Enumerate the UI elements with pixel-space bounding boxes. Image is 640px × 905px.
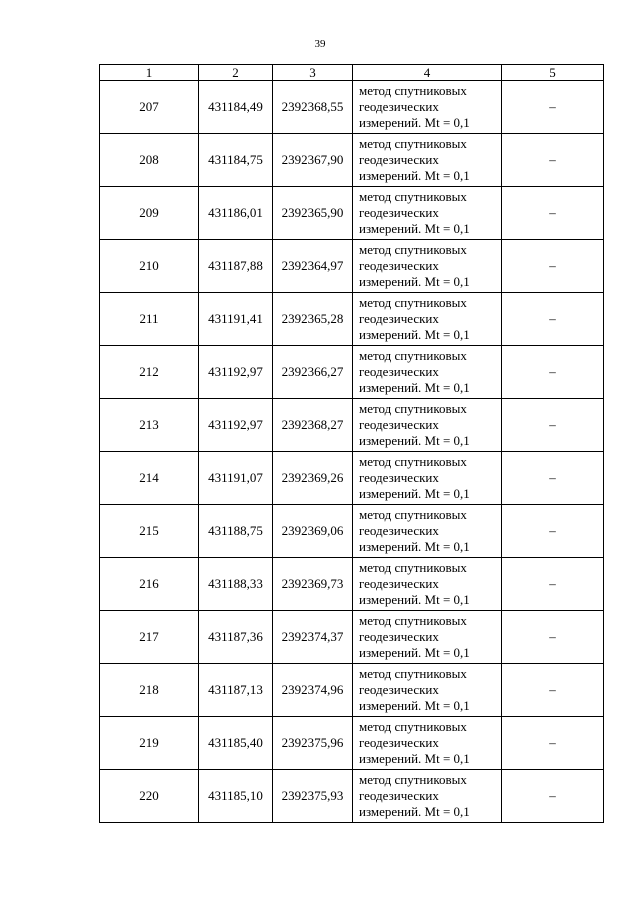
note-cell: – bbox=[502, 717, 604, 770]
x-coordinate-cell: 431188,75 bbox=[199, 505, 273, 558]
method-cell: метод спутниковых геодезических измерений. Mt = 0,1 bbox=[353, 399, 502, 452]
point-number-cell: 207 bbox=[100, 81, 199, 134]
point-number-cell: 213 bbox=[100, 399, 199, 452]
y-coordinate-cell: 2392364,97 bbox=[273, 240, 353, 293]
method-cell: метод спутниковых геодезических измерений. Mt = 0,1 bbox=[353, 346, 502, 399]
point-number-cell: 208 bbox=[100, 134, 199, 187]
table-row bbox=[100, 81, 604, 134]
method-cell: метод спутниковых геодезических измерений. Mt = 0,1 bbox=[353, 717, 502, 770]
x-coordinate-cell: 431184,75 bbox=[199, 134, 273, 187]
point-number-cell: 216 bbox=[100, 558, 199, 611]
table-row bbox=[100, 770, 604, 823]
table-header bbox=[100, 65, 604, 81]
note-cell: – bbox=[502, 558, 604, 611]
table-row bbox=[100, 558, 604, 611]
y-coordinate-cell: 2392365,90 bbox=[273, 187, 353, 240]
coordinates-table bbox=[99, 64, 604, 823]
note-cell: – bbox=[502, 399, 604, 452]
method-cell: метод спутниковых геодезических измерений. Mt = 0,1 bbox=[353, 240, 502, 293]
method-cell: метод спутниковых геодезических измерений. Mt = 0,1 bbox=[353, 293, 502, 346]
method-cell: метод спутниковых геодезических измерений. Mt = 0,1 bbox=[353, 452, 502, 505]
table-row bbox=[100, 240, 604, 293]
x-coordinate-cell: 431185,10 bbox=[199, 770, 273, 823]
x-coordinate-cell: 431192,97 bbox=[199, 346, 273, 399]
page-number: 39 bbox=[314, 38, 326, 50]
point-number-cell: 219 bbox=[100, 717, 199, 770]
method-cell: метод спутниковых геодезических измерений. Mt = 0,1 bbox=[353, 134, 502, 187]
method-cell: метод спутниковых геодезических измерений. Mt = 0,1 bbox=[353, 558, 502, 611]
table-row bbox=[100, 611, 604, 664]
x-coordinate-cell: 431192,97 bbox=[199, 399, 273, 452]
y-coordinate-cell: 2392368,55 bbox=[273, 81, 353, 134]
header-col-1: 1 bbox=[100, 65, 199, 81]
method-cell: метод спутниковых геодезических измерений. Mt = 0,1 bbox=[353, 664, 502, 717]
y-coordinate-cell: 2392374,96 bbox=[273, 664, 353, 717]
point-number-cell: 212 bbox=[100, 346, 199, 399]
y-coordinate-cell: 2392369,06 bbox=[273, 505, 353, 558]
point-number-cell: 214 bbox=[100, 452, 199, 505]
note-cell: – bbox=[502, 81, 604, 134]
note-cell: – bbox=[502, 293, 604, 346]
note-cell: – bbox=[502, 452, 604, 505]
point-number-cell: 218 bbox=[100, 664, 199, 717]
point-number-cell: 217 bbox=[100, 611, 199, 664]
x-coordinate-cell: 431191,41 bbox=[199, 293, 273, 346]
y-coordinate-cell: 2392374,37 bbox=[273, 611, 353, 664]
x-coordinate-cell: 431187,13 bbox=[199, 664, 273, 717]
method-cell: метод спутниковых геодезических измерений. Mt = 0,1 bbox=[353, 611, 502, 664]
header-col-4: 4 bbox=[353, 65, 502, 81]
y-coordinate-cell: 2392366,27 bbox=[273, 346, 353, 399]
y-coordinate-cell: 2392368,27 bbox=[273, 399, 353, 452]
y-coordinate-cell: 2392375,93 bbox=[273, 770, 353, 823]
table-body bbox=[100, 81, 604, 823]
y-coordinate-cell: 2392375,96 bbox=[273, 717, 353, 770]
point-number-cell: 220 bbox=[100, 770, 199, 823]
table-row bbox=[100, 346, 604, 399]
x-coordinate-cell: 431187,88 bbox=[199, 240, 273, 293]
table-row bbox=[100, 664, 604, 717]
header-row bbox=[100, 65, 604, 81]
method-cell: метод спутниковых геодезических измерений. Mt = 0,1 bbox=[353, 81, 502, 134]
table-row bbox=[100, 452, 604, 505]
note-cell: – bbox=[502, 240, 604, 293]
note-cell: – bbox=[502, 134, 604, 187]
y-coordinate-cell: 2392369,73 bbox=[273, 558, 353, 611]
note-cell: – bbox=[502, 611, 604, 664]
method-cell: метод спутниковых геодезических измерений. Mt = 0,1 bbox=[353, 187, 502, 240]
y-coordinate-cell: 2392365,28 bbox=[273, 293, 353, 346]
note-cell: – bbox=[502, 770, 604, 823]
note-cell: – bbox=[502, 346, 604, 399]
table-row bbox=[100, 399, 604, 452]
note-cell: – bbox=[502, 664, 604, 717]
note-cell: – bbox=[502, 505, 604, 558]
x-coordinate-cell: 431187,36 bbox=[199, 611, 273, 664]
point-number-cell: 209 bbox=[100, 187, 199, 240]
table-row bbox=[100, 187, 604, 240]
table-row bbox=[100, 293, 604, 346]
point-number-cell: 210 bbox=[100, 240, 199, 293]
x-coordinate-cell: 431184,49 bbox=[199, 81, 273, 134]
y-coordinate-cell: 2392367,90 bbox=[273, 134, 353, 187]
header-col-2: 2 bbox=[199, 65, 273, 81]
table-row bbox=[100, 134, 604, 187]
point-number-cell: 215 bbox=[100, 505, 199, 558]
table-row bbox=[100, 505, 604, 558]
method-cell: метод спутниковых геодезических измерений. Mt = 0,1 bbox=[353, 770, 502, 823]
header-col-3: 3 bbox=[273, 65, 353, 81]
x-coordinate-cell: 431191,07 bbox=[199, 452, 273, 505]
method-cell: метод спутниковых геодезических измерений. Mt = 0,1 bbox=[353, 505, 502, 558]
table-row bbox=[100, 717, 604, 770]
x-coordinate-cell: 431186,01 bbox=[199, 187, 273, 240]
x-coordinate-cell: 431188,33 bbox=[199, 558, 273, 611]
x-coordinate-cell: 431185,40 bbox=[199, 717, 273, 770]
header-col-5: 5 bbox=[502, 65, 604, 81]
y-coordinate-cell: 2392369,26 bbox=[273, 452, 353, 505]
point-number-cell: 211 bbox=[100, 293, 199, 346]
note-cell: – bbox=[502, 187, 604, 240]
